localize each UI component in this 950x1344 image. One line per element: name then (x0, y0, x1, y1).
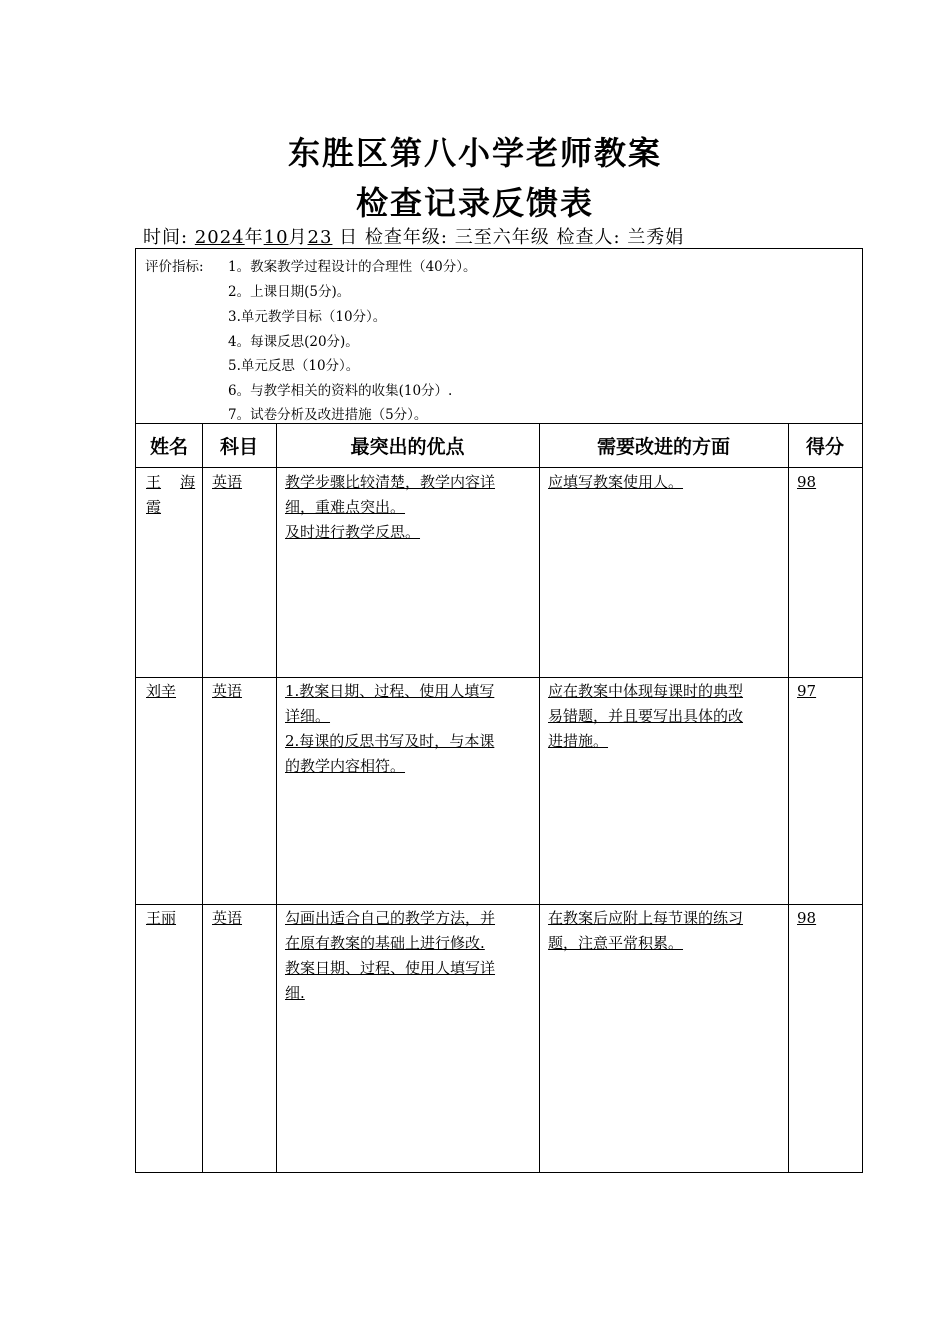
column-divider (276, 423, 277, 1172)
row3-name: 王丽 (146, 909, 177, 927)
column-divider (539, 423, 540, 1172)
day-value: 23 (307, 227, 333, 248)
header-score: 得分 (805, 435, 844, 458)
row1-strengths: 教学步骤比较清楚，教学内容详 细，重难点突出。 及时进行教学反思。 (285, 473, 496, 541)
meta-line (143, 223, 684, 249)
row2-name: 刘辛 (146, 682, 177, 700)
criteria-item: 2。上课日期(5分)。 (228, 284, 351, 300)
row1-score: 98 (797, 473, 817, 491)
time-label: 时间: (143, 227, 189, 248)
row3-score: 98 (797, 909, 817, 927)
year-value: 2024 (194, 227, 245, 248)
row3-subject: 英语 (212, 909, 243, 927)
row2-score: 97 (797, 682, 817, 700)
row1-name (146, 470, 198, 520)
inspector-label: 检查人: (556, 227, 621, 248)
document-title-line2: 检查记录反馈表 (355, 184, 594, 222)
criteria-item: 4。每课反思(20分)。 (228, 334, 359, 350)
criteria-item: 3.单元教学目标（10分）。 (228, 309, 387, 325)
month-unit: 月 (288, 227, 308, 248)
row1-name-part: 霞 (146, 498, 162, 516)
day-unit: 日 (339, 227, 359, 248)
criteria-item: 6。与教学相关的资料的收集(10分）. (228, 383, 453, 399)
criteria-section (136, 249, 862, 424)
row-divider (136, 677, 862, 678)
grade-value: 三至六年级 (454, 227, 550, 248)
row1-improvements: 应填写教案使用人。 (548, 473, 684, 491)
row-divider (136, 904, 862, 905)
header-strengths: 最突出的优点 (350, 435, 465, 458)
header-name: 姓名 (149, 435, 188, 458)
column-divider (202, 423, 203, 1172)
criteria-item: 1。教案教学过程设计的合理性（40分）。 (228, 259, 477, 275)
row3-improvements: 在教案后应附上每节课的练习 题，注意平常积累。 (548, 909, 744, 952)
row-divider (136, 467, 862, 468)
criteria-item: 7。试卷分析及改进措施（5分）。 (228, 407, 428, 423)
feedback-table (135, 248, 863, 1173)
row1-name-part: 海 (180, 473, 196, 491)
row1-subject: 英语 (212, 473, 243, 491)
column-divider (788, 423, 789, 1172)
month-value: 10 (263, 227, 289, 248)
row2-subject: 英语 (212, 682, 243, 700)
row3-strengths: 勾画出适合自己的教学方法，并 在原有教案的基础上进行修改. 教案日期、过程、使用人填写详 细. (285, 909, 496, 1002)
row2-improvements: 应在教案中体现每课时的典型 易错题，并且要写出具体的改 进措施。 (548, 682, 744, 750)
document-title-line1: 东胜区第八小学老师教案 (287, 134, 662, 172)
criteria-label: 评价指标: (145, 259, 204, 275)
row2-strengths: 1.教案日期、过程、使用人填写 详细。 2.每课的反思书写及时，与本课 的教学内容相符。 (285, 682, 495, 775)
criteria-item: 5.单元反思（10分）。 (228, 358, 360, 374)
row1-name-part: 王 (146, 473, 162, 491)
grade-label: 检查年级: (364, 227, 448, 248)
year-unit: 年 (244, 227, 264, 248)
header-improvements: 需要改进的方面 (596, 435, 730, 458)
inspector-value: 兰秀娟 (627, 227, 685, 248)
header-subject: 科目 (219, 435, 258, 458)
